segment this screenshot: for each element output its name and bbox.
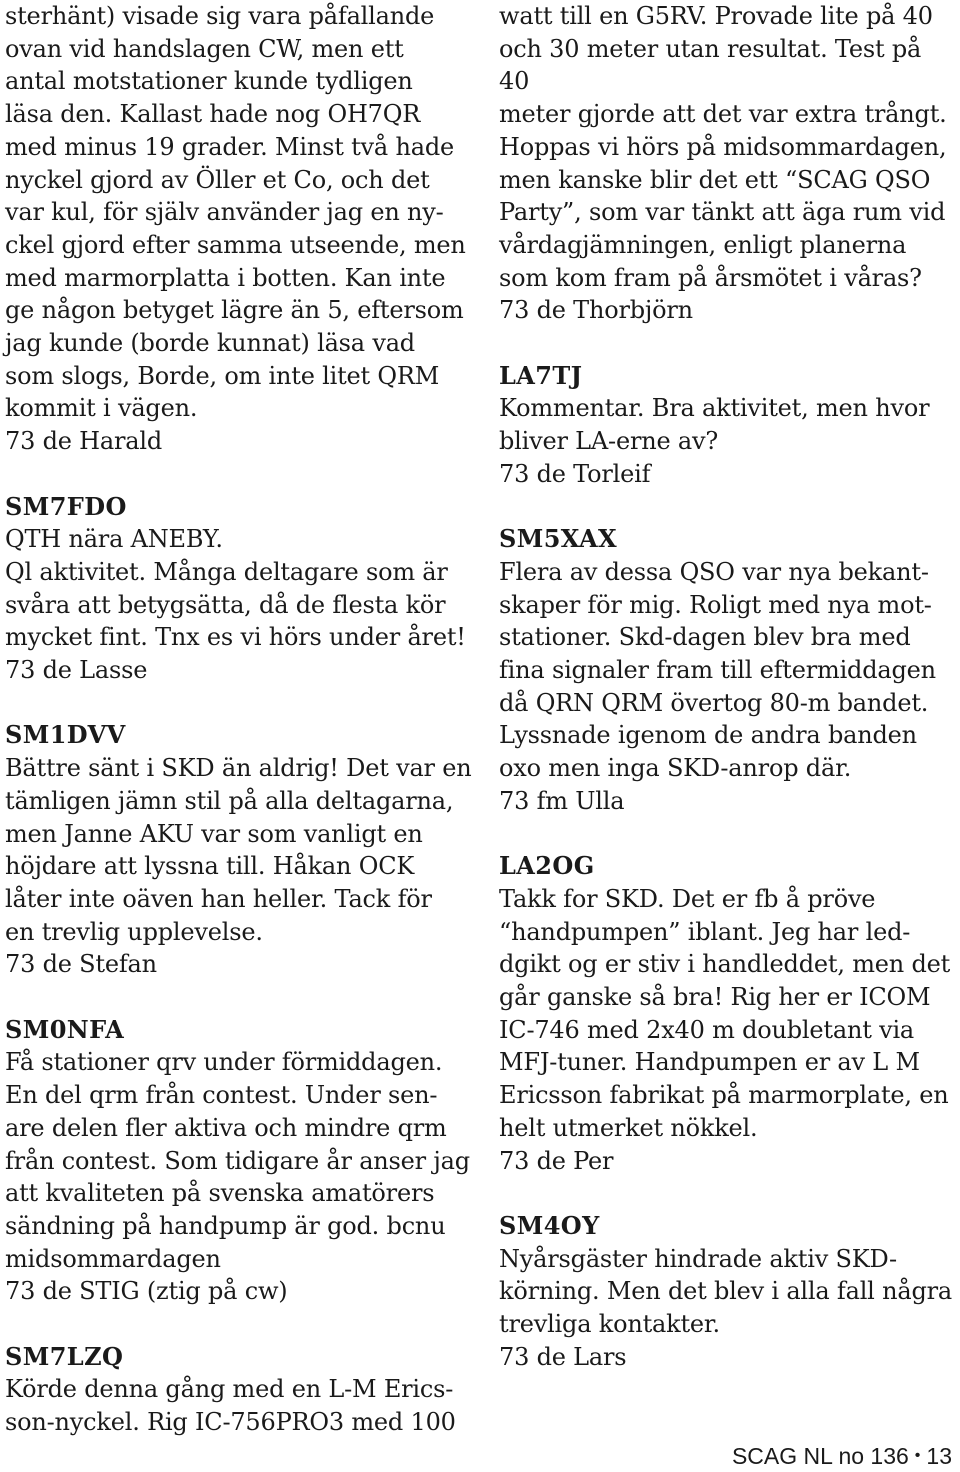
report-entry: [5, 719, 475, 981]
callsign-heading: SM4OY: [499, 1210, 600, 1240]
callsign-heading: SM7LZQ: [5, 1341, 124, 1371]
report-text: Takk for SKD. Det er fb å pröve “handpumpen” iblant. Jeg har led- dgikt og er stiv i handleddet, men det går ganske så bra! Rig her er ICOM IC-746 med 2x40 m doubletant via MFJ-tuner. Handpumpen er av L M Ericsson fabrikat på marmorplate, en helt utmerket nökkel. 73 de Per: [499, 884, 951, 1175]
report-text: Få stationer qrv under förmiddagen. En del qrm från contest. Under sen- are delen fler aktiva och mindre qrm från contest. Som tidigare år anser jag att kvaliteten på svenska amatörers sändning på handpump är god. bcnu midsommardagen 73 de STIG (ztig på cw): [5, 1048, 470, 1306]
report-text: Körde denna gång med en L-M Erics- son-nyckel. Rig IC-756PRO3 med 100: [5, 1375, 456, 1437]
page-number: 13: [926, 1443, 952, 1469]
callsign-heading: SM0NFA: [5, 1014, 125, 1044]
callsign-heading: LA7TJ: [499, 360, 583, 390]
report-text: Bättre sänt i SKD än aldrig! Det var en tämligen jämn stil på alla deltagarna, men Janne AKU var som vanligt en höjdare att lyssna till. Håkan OCK låter inte oäven han heller. Tack för en trevlig upplevelse. 73 de Stefan: [5, 754, 472, 979]
report-entry: [499, 360, 955, 491]
report-entry: [499, 1210, 955, 1374]
left-column: [5, 0, 475, 1439]
page-footer: [732, 1442, 952, 1472]
report-text: Nyårsgäster hindrade aktiv SKD- körning. Men det blev i alla fall några trevliga kontakter. 73 de Lars: [499, 1244, 952, 1371]
report-entry: [5, 1014, 475, 1308]
callsign-heading: SM5XAX: [499, 524, 618, 554]
publication-name: SCAG NL no 136: [731, 1443, 909, 1469]
right-column: [499, 0, 955, 1373]
left-intro-text: sterhänt) visade sig vara påfallande ovan vid handslagen CW, men ett antal motstationer kunde tydligen läsa den. Kallast hade nog OH7QR med minus 19 grader. Minst två hade nyckel gjord av Öller et Co, och det var kul, för själv använder jag en ny- ckel gjord efter samma utseende, men med marmorplatta i botten. Kan inte ge någon betyget lägre än 5, eftersom jag kunde (borde kunnat) läsa vad som slogs, Borde, om inte litet QRM kommit i vägen. 73 de Harald: [5, 2, 466, 456]
bullet-separator: •: [914, 1446, 921, 1464]
report-text: QTH nära ANEBY. Ql aktivitet. Många deltagare som är svåra att betygsätta, då de flesta kör mycket fint. Tnx es vi hörs under året! 73 de Lasse: [5, 525, 466, 685]
report-entry: [5, 1341, 475, 1439]
report-entry: [499, 523, 955, 817]
report-text: Flera av dessa QSO var nya bekant- skaper för mig. Roligt med nya mot- stationer. Skd-dagen blev bra med fina signaler fram till eftermiddagen då QRN QRM övertog 80-m bandet. Lyssnade igenom de andra banden oxo men inga SKD-anrop där. 73 fm Ulla: [499, 557, 936, 815]
report-entry: [5, 491, 475, 687]
callsign-heading: SM7FDO: [5, 491, 127, 521]
report-entry: [499, 850, 955, 1177]
right-intro-text: watt till en G5RV. Provade lite på 40 och 30 meter utan resultat. Test på 40 meter gjorde att det var extra trångt. Hoppas vi hörs på midsommardagen, men kanske blir det ett “SCAG QSO Party”, som var tänkt att äga rum vid vårdagjämningen, enligt planerna som kom fram på årsmötet i våras? 73 de Thorbjörn: [499, 2, 947, 325]
callsign-heading: LA2OG: [499, 851, 595, 881]
report-text: Kommentar. Bra aktivitet, men hvor bliver LA-erne av? 73 de Torleif: [499, 394, 930, 488]
callsign-heading: SM1DVV: [5, 720, 126, 750]
